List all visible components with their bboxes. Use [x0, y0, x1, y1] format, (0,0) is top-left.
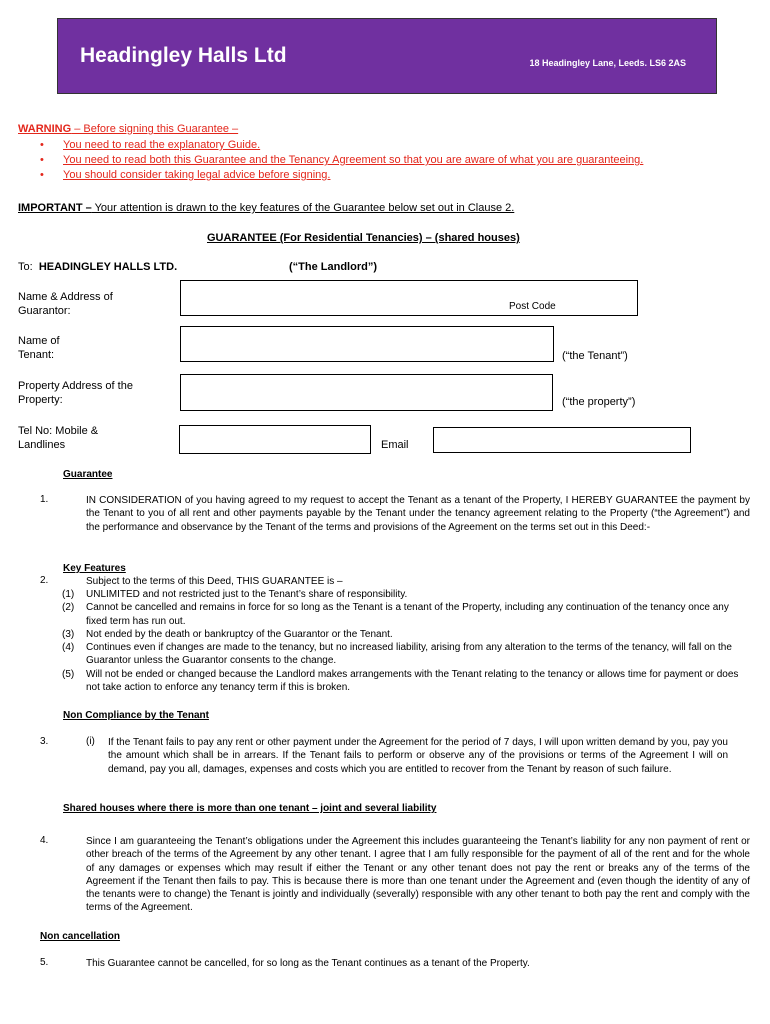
property-suffix: (“the property”)	[562, 396, 636, 408]
warning-bullet: • You need to read the explanatory Guide.	[40, 138, 643, 153]
list-item-text: Not ended by the death or bankruptcy of the Guarantor or the Tenant.	[86, 628, 393, 640]
list-item	[62, 588, 750, 601]
list-item-text: Cannot be cancelled and remains in force for so long as the Tenant is a tenant of the Property, including any continuation of the tenancy once any fixed term has run out.	[86, 602, 729, 627]
landlord-name: HEADINGLEY HALLS LTD.	[38, 261, 178, 273]
non-compliance-heading: Non Compliance by the Tenant	[63, 710, 209, 721]
tenant-suffix: (“the Tenant”)	[562, 350, 628, 362]
warning-bullets	[40, 138, 643, 183]
non-cancellation-heading: Non cancellation	[40, 931, 121, 942]
property-label-line2: Property:	[18, 394, 63, 406]
clause-5-text: This Guarantee cannot be cancelled, for so long as the Tenant continues as a tenant of the Property.	[86, 958, 530, 969]
clause-2-intro: Subject to the terms of this Deed, THIS GUARANTEE is –	[86, 576, 343, 587]
clause-3-text: If the Tenant fails to pay any rent or other payment under the Agreement for the period of 7 days, I will upon written demand by you, pay you the amount which shall be in arrears. If the Tenant fails to perform or observe any of the provisions or terms of the Agreement I will on demand, pay you all, damages, expenses and costs which you are entitled to recover from the Tenant by reason of such failure.	[108, 737, 728, 775]
tenant-label	[18, 334, 60, 362]
email-label: Email	[381, 439, 409, 451]
tel-field[interactable]	[179, 425, 371, 454]
guarantor-name-address-field[interactable]	[180, 280, 638, 316]
list-item-number: (2)	[62, 602, 75, 614]
list-item-text: Will not be ended or changed because the Landlord makes arrangements with the Tenant relating to the tenancy or allows time for payment or does not take action to enforce any tenancy term if this is broken.	[86, 668, 739, 694]
property-label-line1: Property Address of the	[18, 380, 133, 392]
tenant-label-line2: Tenant:	[18, 349, 55, 361]
postcode-label: Post Code	[509, 301, 556, 312]
to-prefix: To:	[18, 261, 33, 273]
key-features-heading: Key Features	[63, 563, 126, 574]
guarantor-label-line1: Name & Address of	[18, 291, 113, 303]
clause-4-number: 4.	[40, 835, 49, 846]
clause-2-number: 2.	[40, 575, 49, 586]
guarantor-label-line2: Guarantor:	[18, 305, 71, 317]
warning-lead: WARNING	[18, 123, 72, 135]
warning-line	[18, 123, 238, 135]
email-field[interactable]	[433, 427, 691, 453]
list-item	[62, 628, 750, 641]
to-line	[18, 260, 177, 274]
important-lead: IMPORTANT –	[18, 202, 92, 214]
tenant-label-line1: Name of	[18, 335, 60, 347]
list-item-number: (1)	[62, 589, 75, 600]
clause-4-text: Since I am guaranteeing the Tenant’s obligations under the Agreement this includes guaranteeing the Tenant’s liability for any non payment of rent or other breach of the terms of the Agreement by any other tenant. I agree that I am fully responsible for the payment of all of the rent and for the whole of any damages or expenses which may result if either the Tenant or any other tenant does not pay the rent or breaks any of the terms of the Agreement if the Tenant then fails to pay. This is because there is more than one tenant under the Agreement and (even though the identity of any of the tenants were to change) the Tenant is jointly and individually (severally) responsible with any other tenant to both pay the rent and comply with the terms of the Agreement.	[86, 836, 750, 914]
key-features-list	[62, 588, 750, 694]
clause-3-sub-number: (i)	[86, 736, 95, 747]
header-banner	[57, 18, 717, 94]
landlord-designation: (“The Landlord”)	[289, 261, 377, 273]
warning-bullet: • You should consider taking legal advice before signing.	[40, 168, 643, 183]
clause-1-text: IN CONSIDERATION of you having agreed to my request to accept the Tenant as a tenant of the Property, I HEREBY GUARANTEE the payment by the Tenant to you of all rent and other payments payable by the Tenant under the tenancy agreement relating to the Property (“the Agreement”) and the performance and observance by the Tenant of the terms and provisions of the Agreement on the terms set out in this Deed:-	[86, 495, 750, 533]
list-item-text: UNLIMITED and not restricted just to the Tenant’s share of responsibility.	[86, 589, 408, 600]
important-rest: Your attention is drawn to the key features of the Guarantee below set out in Clause 2.	[91, 202, 515, 214]
tel-label	[18, 424, 98, 452]
guarantee-heading: Guarantee	[63, 469, 113, 480]
warning-rest: – Before signing this Guarantee –	[71, 123, 239, 135]
clause-1-number: 1.	[40, 494, 49, 505]
list-item	[62, 601, 750, 628]
property-label	[18, 379, 133, 407]
list-item-number: (4)	[62, 642, 75, 654]
clause-3-number: 3.	[40, 736, 49, 747]
guarantor-label	[18, 290, 113, 318]
list-item	[62, 641, 750, 668]
tel-label-line1: Tel No: Mobile &	[18, 425, 99, 437]
list-item-number: (3)	[62, 628, 75, 640]
important-line	[18, 201, 514, 215]
tel-label-line2: Landlines	[18, 439, 66, 451]
list-item-text: Continues even if changes are made to the tenancy, but no increased liability, arising from any alteration to the terms of the tenancy, will fall on the Guarantor unless the Guarantor consents to the change.	[86, 642, 732, 667]
form-title: GUARANTEE (For Residential Tenancies) – (shared houses)	[207, 232, 520, 244]
shared-houses-heading: Shared houses where there is more than one tenant – joint and several liability	[63, 803, 437, 814]
list-item-number: (5)	[62, 668, 75, 680]
tenant-name-field[interactable]	[180, 326, 554, 362]
company-name: Headingley Halls Ltd	[80, 44, 287, 67]
property-address-field[interactable]	[180, 374, 553, 411]
company-address: 18 Headingley Lane, Leeds. LS6 2AS	[529, 58, 686, 68]
clause-5-number: 5.	[40, 957, 49, 968]
list-item	[62, 668, 750, 695]
warning-bullet: • You need to read both this Guarantee and the Tenancy Agreement so that you are aware of what you are guaranteeing.	[40, 153, 643, 168]
